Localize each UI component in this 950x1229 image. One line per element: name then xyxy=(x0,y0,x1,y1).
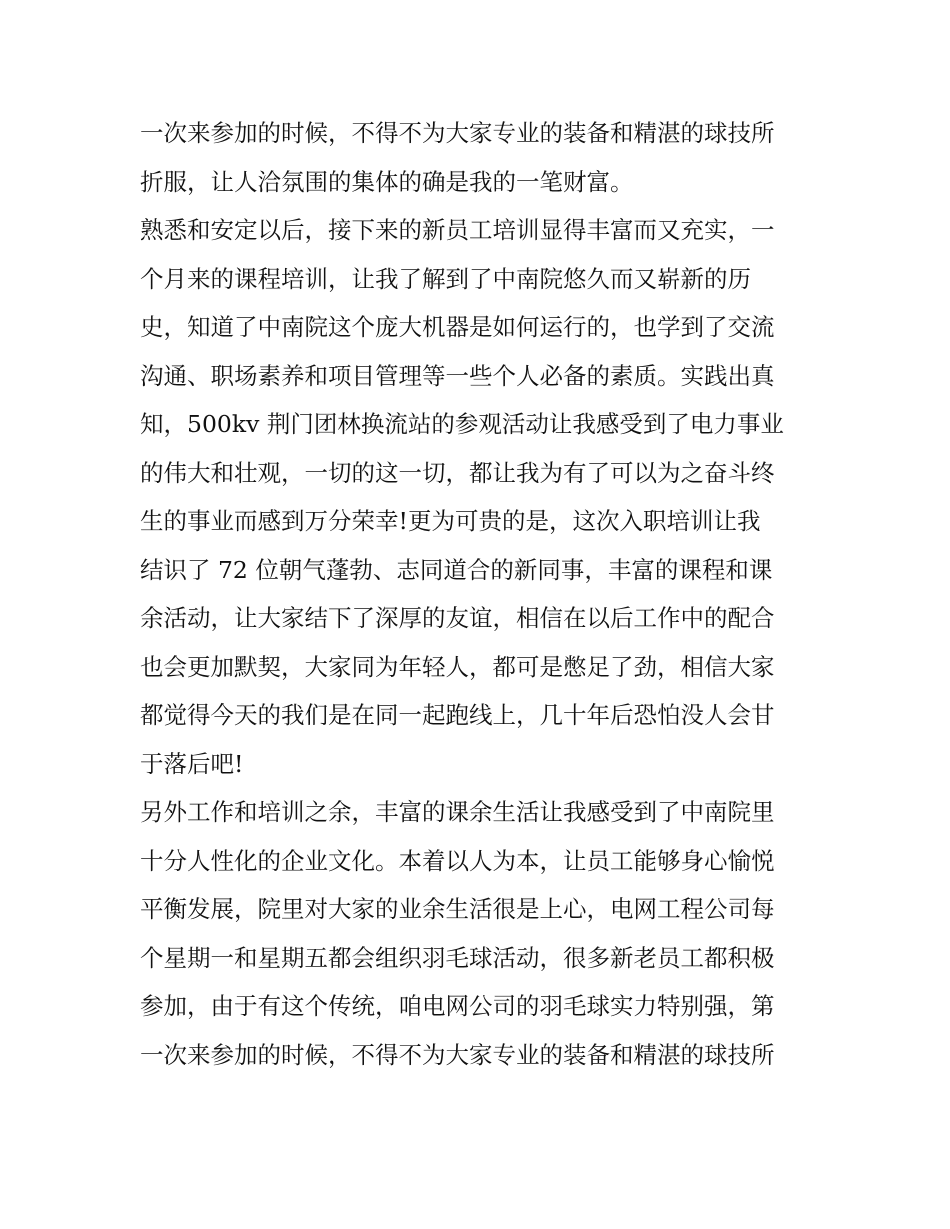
text-line: 的伟大和壮观，一切的这一切，都让我为有了可以为之奋斗终 xyxy=(140,458,775,487)
text-line: 个星期一和星期五都会组织羽毛球活动，很多新老员工都积极 xyxy=(140,943,775,972)
text-line: 一次来参加的时候，不得不为大家专业的装备和精湛的球技所 xyxy=(140,1040,775,1069)
text-line: 结识了 72 位朝气蓬勃、志同道合的新同事，丰富的课程和课 xyxy=(140,555,773,584)
text-line: 平衡发展，院里对大家的业余生活很是上心，电网工程公司每 xyxy=(140,895,775,923)
document-body xyxy=(140,109,820,1079)
text-line: 参加，由于有这个传统，咱电网公司的羽毛球实力特别强，第 xyxy=(140,992,775,1020)
text-line: 折服，让人洽氛围的集体的确是我的一笔财富。 xyxy=(140,167,634,196)
text-line: 于落后吧! xyxy=(140,749,244,778)
text-line: 十分人性化的企业文化。本着以人为本，让员工能够身心愉悦 xyxy=(140,846,775,875)
text-line: 另外工作和培训之余，丰富的课余生活让我感受到了中南院里 xyxy=(140,798,775,826)
text-line: 知，500kv 荆门团林换流站的参观活动让我感受到了电力事业 xyxy=(140,410,784,438)
text-line: 余活动，让大家结下了深厚的友谊，相信在以后工作中的配合 xyxy=(140,604,775,632)
text-line: 都觉得今天的我们是在同一起跑线上，几十年后恐怕没人会甘 xyxy=(140,701,775,729)
text-line: 史，知道了中南院这个庞大机器是如何运行的，也学到了交流 xyxy=(140,313,775,341)
text-line: 生的事业而感到万分荣幸!更为可贵的是，这次入职培训让我 xyxy=(140,507,761,535)
text-line: 也会更加默契，大家同为年轻人，都可是憋足了劲，相信大家 xyxy=(140,652,775,681)
text-line: 沟通、职场素养和项目管理等一些个人必备的素质。实践出真 xyxy=(140,361,775,390)
text-line: 熟悉和安定以后，接下来的新员工培训显得丰富而又充实，一 xyxy=(140,216,775,244)
text-line: 一次来参加的时候，不得不为大家专业的装备和精湛的球技所 xyxy=(140,119,775,147)
text-line: 个月来的课程培训，让我了解到了中南院悠久而又崭新的历 xyxy=(140,264,751,293)
